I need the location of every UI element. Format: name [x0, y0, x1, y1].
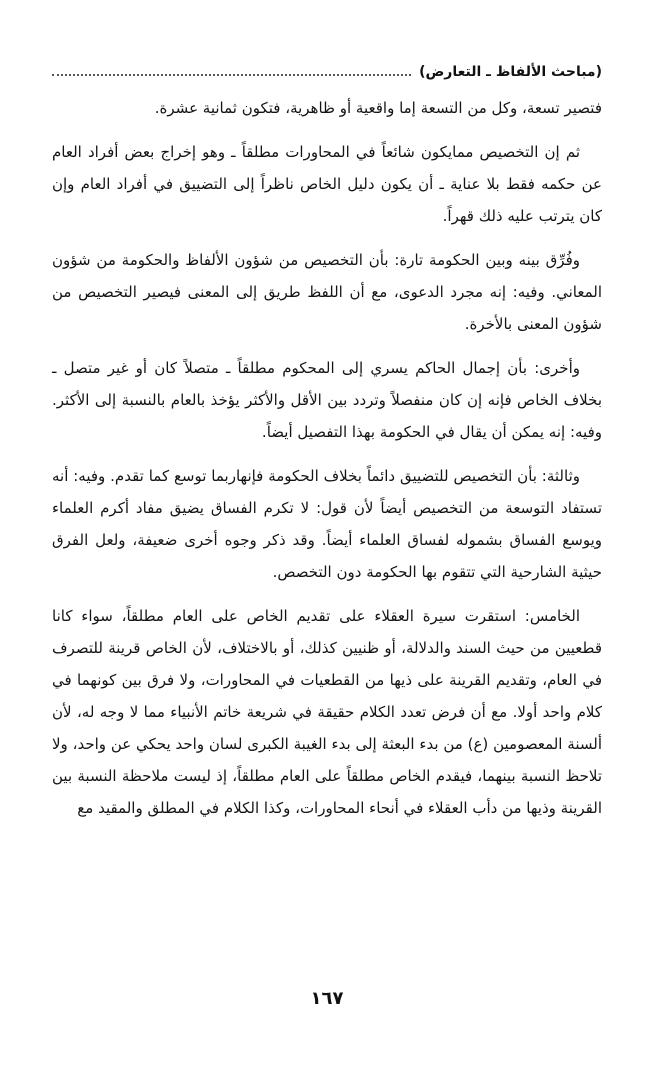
paragraph-4: وأخرى: بأن إجمال الحاكم يسري إلى المحكوم مطلقاً ـ متصلاً كان أو غير متصل ـ بخلاف الخاص فإنه إن كان منفصلاً وتردد بين الأقل والأكثر يؤخذ بالعام بالنسبة إلى الأكثر. وفيه: إنه يمكن أن يقال في الحكومة بهذا التفصيل أيضاً.: [52, 359, 602, 441]
paragraph-2: ثم إن التخصيص ممايكون شائعاً في المحاورات مطلقاً ـ وهو إخراج بعض أفراد العام عن حكمه فقط بلا عناية ـ أن يكون دليل الخاص ناظراً إلى التضييق في أفراد العام وإن كان يترتب عليه ذلك قهراً.: [52, 143, 602, 225]
header-dotted-rule: [52, 73, 411, 76]
header-title: (مباحث الألفاظ ـ التعارض): [419, 64, 602, 80]
paragraph-5: وثالثة: بأن التخصيص للتضييق دائماً بخلاف الحكومة فإنهاربما توسع كما تقدم. وفيه: أنه تستفاد التوسعة من التخصيص أيضاً لأن قول: لا تكرم الفساق يضيق مفاد أكرم العلماء ويوسع الفساق بشموله لفساق العلماء أيضاً. وقد ذكر وجوه أخرى ضعيفة، ولعل الفرق حيثية الشارحية التي تتقوم بها الحكومة دون التخصص.: [52, 467, 602, 581]
body-text: [52, 92, 602, 836]
paragraph-3: وفُرِّق بينه وبين الحكومة تارة: بأن التخصيص من شؤون الألفاظ والحكومة من شؤون المعاني. وفيه: إنه مجرد الدعوى، مع أن اللفظ طريق إلى المعنى فيصير التخصيص من شؤون المعنى بالأخرة.: [52, 251, 602, 333]
running-header: [52, 60, 602, 84]
page-number: ١٦٧: [310, 988, 344, 1009]
paragraph-1: فتصير تسعة، وكل من التسعة إما واقعية أو ظاهرية، فتكون ثمانية عشرة.: [154, 99, 602, 117]
paragraph-6: الخامس: استقرت سيرة العقلاء على تقديم الخاص على العام مطلقاً، سواء كانا قطعيين من حيث السند والدلالة، أو ظنيين كذلك، أو بالاختلاف، لأن الخاص قرينة للتصرف في العام، وتقديم القرينة على ذيها من القطعيات في المحاورات، ولا فرق بين كونهما في كلام واحد أولا. مع أن فرض تعدد الكلام حقيقة في شريعة خاتم الأنبياء مما لا وجه له، لأن ألسنة المعصومين (ع) من بدء البعثة إلى بدء الغيبة الكبرى لسان واحد يحكي عن واحد، ولا تلاحظ النسبة بينهما، فيقدم الخاص مطلقاً على العام مطلقاً، إذ ليست ملاحظة النسبة بين القرينة وذيها من دأب العقلاء في أنحاء المحاورات، وكذا الكلام في المطلق والمقيد مع: [52, 607, 602, 817]
